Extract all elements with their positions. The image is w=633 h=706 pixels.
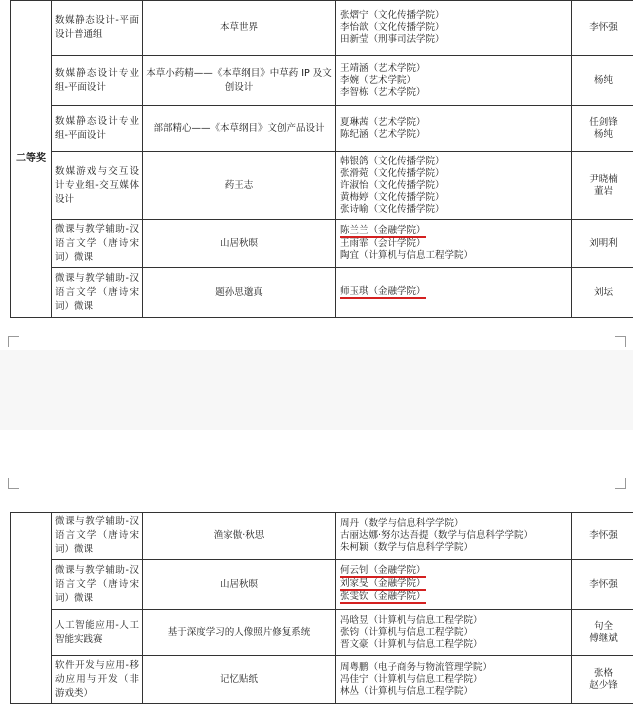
authors-cell (336, 656, 572, 704)
category-cell: 数媒游戏与交互设计专业组-交互媒体设计 (52, 152, 143, 220)
table-row (11, 220, 633, 268)
advisor-cell (572, 152, 633, 220)
author: 周丹（数学与信息科学学院） (340, 518, 464, 529)
advisor: 杨纯 (593, 74, 613, 86)
work-title-cell: 本草小药精——《本草纲目》中草药 IP 及文创设计 (143, 56, 336, 106)
work-title-cell: 题孙思邈真 (143, 268, 336, 318)
work-title-cell: 记忆贴纸 (143, 656, 336, 704)
work-title-cell: 渔家傲·秋思 (143, 513, 336, 560)
table-row (11, 106, 633, 152)
author-underlined: 何云钊（金融学院） (340, 565, 426, 576)
advisor: 李怀强 (589, 22, 618, 33)
author: 周粤鹏（电子商务与物流管理学院） (340, 661, 493, 673)
author: 夏琳茜（艺术学院） (340, 116, 426, 128)
advisor: 尹晓楠 (589, 173, 618, 185)
author: 李智栋（艺术学院） (340, 86, 426, 98)
advisor: 刘明利 (589, 237, 618, 249)
authors-cell (336, 106, 572, 152)
award-level-label: 二等奖 (16, 153, 46, 164)
advisor-cell (572, 656, 633, 704)
advisor-cell (572, 56, 633, 106)
author: 晋文豪（计算机与信息工程学院） (340, 638, 483, 650)
category-cell: 数媒静态设计专业组-平面设计 (52, 56, 143, 106)
work-title-cell: 部部精心——《本草纲目》文创产品设计 (143, 106, 336, 152)
advisor-cell (572, 106, 633, 152)
table-row (11, 56, 633, 106)
author: 陈纪涵（艺术学院） (340, 128, 426, 140)
table-row (11, 1, 633, 56)
author-underlined: 陈兰兰（金融学院） (340, 225, 426, 236)
authors-cell (336, 610, 572, 656)
table-row (11, 656, 633, 704)
advisor-cell (572, 268, 633, 318)
award-level-cell (11, 1, 52, 318)
advisor: 句全 (593, 620, 613, 632)
table-row (11, 513, 633, 560)
advisor-cell (572, 560, 633, 610)
crop-mark (615, 336, 626, 347)
advisor: 李怀强 (589, 578, 618, 590)
authors-cell (336, 560, 572, 610)
advisor: 董岩 (593, 185, 613, 197)
work-title-cell: 基于深度学习的人像照片修复系统 (143, 610, 336, 656)
author: 古丽达娜·努尔达吾提（数学与信息科学学院） (340, 530, 534, 541)
table-row (11, 560, 633, 610)
authors-cell (336, 513, 572, 560)
author: 张熠宁（文化传播学院） (340, 10, 445, 21)
authors-cell (336, 220, 572, 268)
author: 王雨霏（会计学院） (340, 238, 426, 249)
authors-cell (336, 152, 572, 220)
advisor: 赵少锋 (589, 679, 618, 691)
table-row (11, 152, 633, 220)
author: 林丛（计算机与信息工程学院） (340, 685, 474, 697)
category-cell: 软件开发与应用-移动应用与开发（非游戏类） (52, 656, 143, 704)
category-cell: 微课与教学辅助-汉语言文学（唐诗宋词）微课 (52, 220, 143, 268)
awards-table-page-1 (10, 0, 633, 318)
advisor: 杨纯 (593, 128, 613, 140)
authors-cell (336, 268, 572, 318)
advisor-cell (572, 220, 633, 268)
page-gap (0, 350, 633, 430)
advisor: 李怀强 (589, 530, 618, 541)
author: 黄梅婷（文化传播学院） (340, 191, 445, 203)
author-underlined: 张雯钦（金融学院） (340, 591, 426, 602)
author: 陶宜（计算机与信息工程学院） (340, 250, 474, 261)
advisor: 傅继斌 (589, 632, 618, 644)
author: 张诗喻（文化传播学院） (340, 203, 445, 215)
crop-mark (615, 478, 626, 489)
document-page-1 (0, 0, 633, 350)
table-row (11, 268, 633, 318)
author: 朱柯颖（数学与信息科学学院） (340, 542, 474, 553)
category-cell: 微课与教学辅助-汉语言文学（唐诗宋词）微课 (52, 513, 143, 560)
category-cell: 微课与教学辅助-汉语言文学（唐诗宋词）微课 (52, 560, 143, 610)
author: 张钧（计算机与信息工程学院） (340, 626, 474, 638)
author: 李婉（艺术学院） (340, 74, 417, 86)
category-cell: 数媒静态设计-平面设计普通组 (52, 1, 143, 56)
category-cell: 微课与教学辅助-汉语言文学（唐诗宋词）微课 (52, 268, 143, 318)
advisor: 任剑锋 (589, 116, 618, 128)
author: 张滑菀（文化传播学院） (340, 167, 445, 179)
authors-cell (336, 1, 572, 56)
author: 许淑怡（文化传播学院） (340, 179, 445, 191)
category-cell: 数媒静态设计专业组-平面设计 (52, 106, 143, 152)
advisor-cell (572, 513, 633, 560)
awards-table-page-2 (10, 512, 633, 704)
advisor: 张格 (593, 667, 613, 679)
document-page-2 (0, 492, 633, 706)
table-row (11, 610, 633, 656)
author: 韩银鸽（文化传播学院） (340, 155, 445, 167)
crop-mark (8, 336, 19, 347)
category-cell: 人工智能应用-人工智能实践赛 (52, 610, 143, 656)
authors-cell (336, 56, 572, 106)
author: 冯晗昱（计算机与信息工程学院） (340, 614, 483, 626)
work-title-cell: 本草世界 (143, 1, 336, 56)
author: 冯佳宁（计算机与信息工程学院） (340, 673, 483, 685)
author: 李怡歆（文化传播学院） (340, 22, 445, 33)
award-level-cell (11, 513, 52, 704)
work-title-cell: 山居秋暝 (143, 220, 336, 268)
author: 王靖涵（艺术学院） (340, 62, 426, 74)
advisor-cell (572, 610, 633, 656)
work-title-cell: 山居秋暝 (143, 560, 336, 610)
author-underlined: 刘家旻（金融学院） (340, 578, 426, 589)
author-underlined: 师玉琪（金融学院） (340, 286, 426, 297)
advisor: 刘坛 (593, 286, 613, 298)
advisor-cell (572, 1, 633, 56)
crop-mark (8, 478, 19, 489)
author: 田新莹（刑事司法学院） (340, 34, 445, 45)
work-title-cell: 药王志 (143, 152, 336, 220)
